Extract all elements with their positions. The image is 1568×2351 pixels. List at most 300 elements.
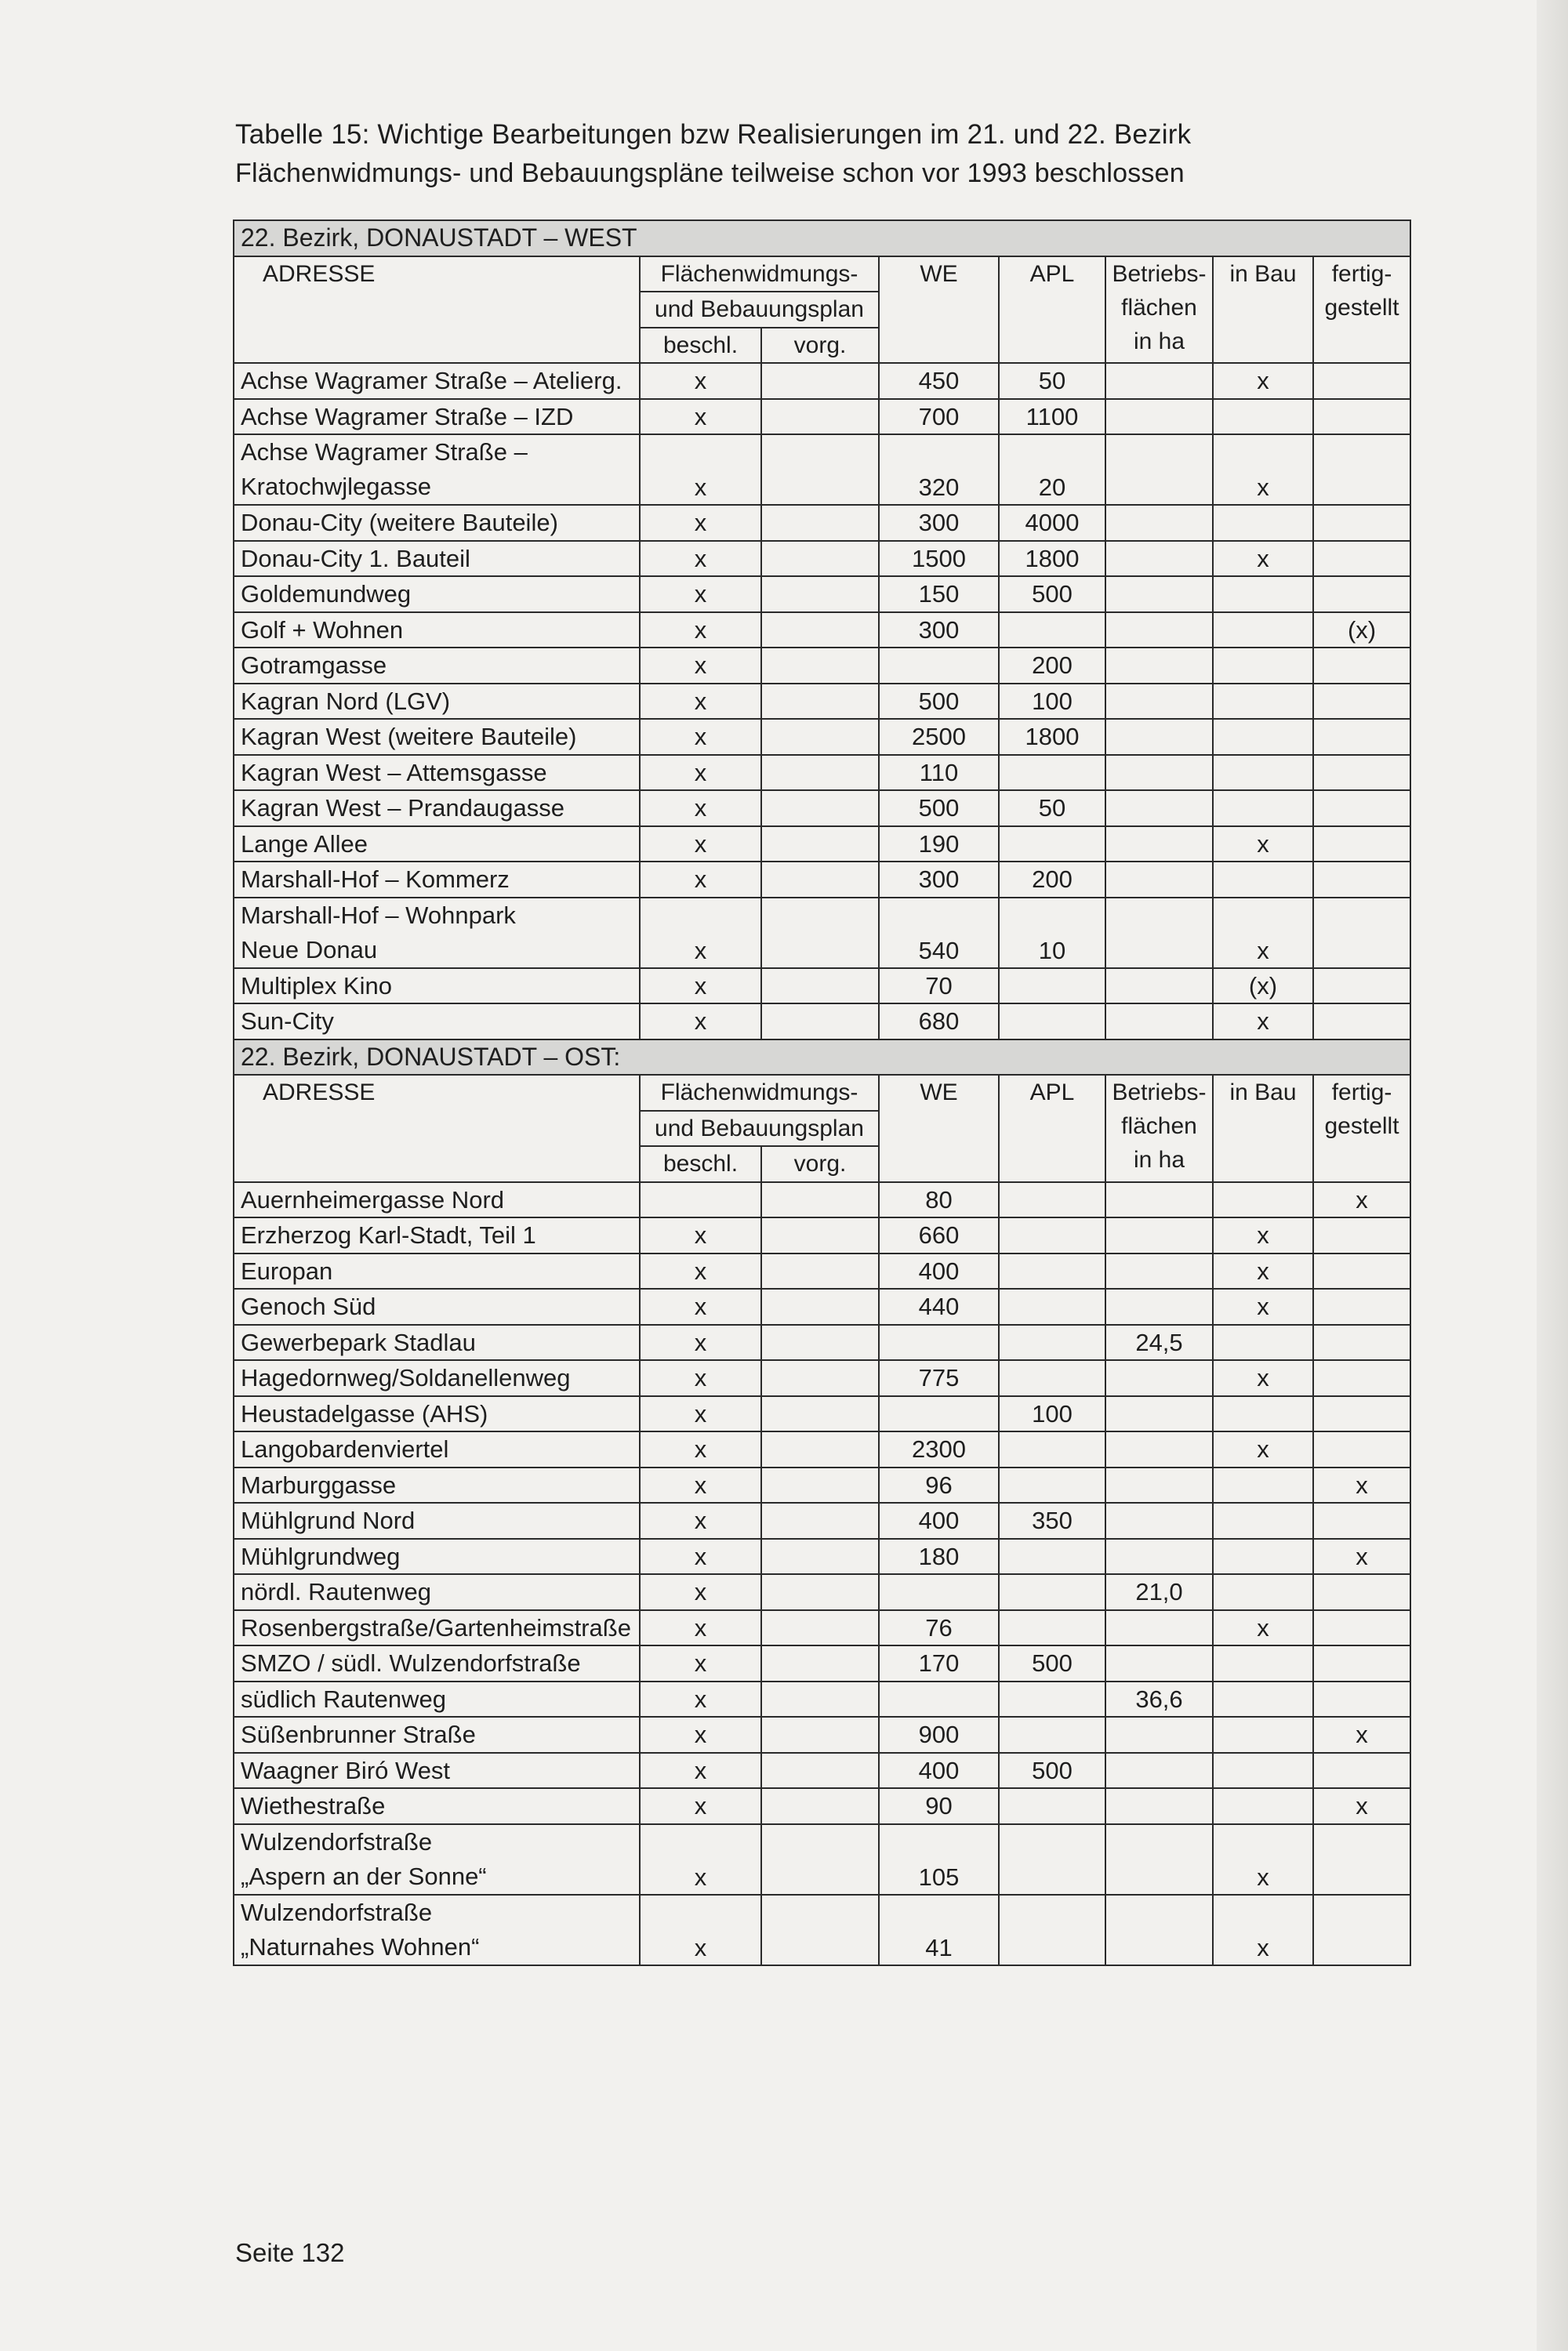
- beschl-cell: x: [640, 790, 761, 826]
- apl-cell: 1800: [999, 719, 1105, 755]
- fertiggestellt-cell: [1313, 1895, 1410, 1965]
- apl-cell: 50: [999, 363, 1105, 399]
- beschl-cell: x: [640, 1217, 761, 1254]
- vorg-cell: [761, 1396, 879, 1432]
- fertiggestellt-cell: [1313, 1753, 1410, 1789]
- we-cell: 300: [879, 862, 999, 898]
- betriebsflaechen-cell: [1105, 1753, 1213, 1789]
- in-bau-cell: x: [1213, 434, 1313, 505]
- table-row: [234, 1396, 1410, 1432]
- data-table: [233, 219, 1411, 1966]
- address-line: Kratochwjlegasse: [241, 473, 431, 500]
- table-row: [234, 1289, 1410, 1325]
- address-cell: Donau-City 1. Bauteil: [234, 541, 640, 577]
- beschl-cell: x: [640, 684, 761, 720]
- betriebsflaechen-cell: [1105, 755, 1213, 791]
- in-bau-cell: [1213, 1788, 1313, 1824]
- apl-cell: [999, 1289, 1105, 1325]
- apl-cell: [999, 755, 1105, 791]
- in-bau-cell: x: [1213, 1895, 1313, 1965]
- section-title: 22. Bezirk, DONAUSTADT – WEST: [234, 220, 1410, 256]
- address-cell: [234, 434, 640, 505]
- address-cell: [234, 1895, 640, 1965]
- header-text: gestellt: [1324, 1113, 1399, 1139]
- table-row: [234, 363, 1410, 399]
- fertiggestellt-cell: [1313, 1254, 1410, 1290]
- beschl-cell: x: [640, 1645, 761, 1682]
- beschl-cell: x: [640, 968, 761, 1004]
- column-header-vorg: vorg.: [761, 328, 879, 364]
- header-text: fertig-: [1331, 1079, 1392, 1105]
- column-header-fwp-line2: und Bebauungsplan: [640, 1111, 879, 1147]
- address-line: „Naturnahes Wohnen“: [241, 1932, 480, 1961]
- we-cell: 190: [879, 826, 999, 862]
- vorg-cell: [761, 1325, 879, 1361]
- vorg-cell: [761, 1468, 879, 1504]
- in-bau-cell: x: [1213, 1610, 1313, 1646]
- vorg-cell: [761, 363, 879, 399]
- we-cell: 500: [879, 684, 999, 720]
- fertiggestellt-cell: [1313, 1325, 1410, 1361]
- fertiggestellt-cell: [1313, 898, 1410, 968]
- betriebsflaechen-cell: [1105, 1503, 1213, 1539]
- table-row: [234, 1217, 1410, 1254]
- table-row: [234, 1360, 1410, 1396]
- table-row: [234, 1682, 1410, 1718]
- in-bau-cell: [1213, 1574, 1313, 1610]
- address-cell: Goldemundweg: [234, 576, 640, 612]
- address-cell: südlich Rautenweg: [234, 1682, 640, 1718]
- in-bau-cell: [1213, 1753, 1313, 1789]
- vorg-cell: [761, 1682, 879, 1718]
- in-bau-cell: [1213, 612, 1313, 648]
- address-line: Wulzendorfstraße: [241, 1827, 433, 1856]
- table-row: [234, 1610, 1410, 1646]
- header-text: gestellt: [1324, 294, 1399, 321]
- in-bau-cell: x: [1213, 363, 1313, 399]
- betriebsflaechen-cell: [1105, 862, 1213, 898]
- we-cell: [879, 648, 999, 684]
- table-row: [234, 968, 1410, 1004]
- betriebsflaechen-cell: [1105, 1217, 1213, 1254]
- betriebsflaechen-cell: [1105, 434, 1213, 505]
- beschl-cell: x: [640, 1539, 761, 1575]
- vorg-cell: [761, 898, 879, 968]
- fertiggestellt-cell: (x): [1313, 612, 1410, 648]
- fertiggestellt-cell: [1313, 684, 1410, 720]
- beschl-cell: x: [640, 1610, 761, 1646]
- betriebsflaechen-cell: [1105, 1396, 1213, 1432]
- caption-title: Tabelle 15: Wichtige Bearbeitungen bzw Realisierungen im 21. und 22. Bezirk: [235, 119, 1192, 150]
- table-row: [234, 541, 1410, 577]
- fertiggestellt-cell: [1313, 399, 1410, 435]
- address-cell: Erzherzog Karl-Stadt, Teil 1: [234, 1217, 640, 1254]
- we-cell: 500: [879, 790, 999, 826]
- in-bau-cell: [1213, 505, 1313, 541]
- we-cell: 540: [879, 898, 999, 968]
- address-cell: Lange Allee: [234, 826, 640, 862]
- column-header-beschl: beschl.: [640, 328, 761, 364]
- apl-cell: [999, 1824, 1105, 1895]
- fertiggestellt-cell: [1313, 434, 1410, 505]
- we-cell: 96: [879, 1468, 999, 1504]
- fertiggestellt-cell: [1313, 576, 1410, 612]
- column-header-betriebsflaechen: [1105, 1075, 1213, 1182]
- fertiggestellt-cell: [1313, 1682, 1410, 1718]
- apl-cell: 200: [999, 648, 1105, 684]
- fertiggestellt-cell: [1313, 363, 1410, 399]
- address-cell: [234, 1824, 640, 1895]
- column-header-we: WE: [879, 256, 999, 364]
- betriebsflaechen-cell: [1105, 399, 1213, 435]
- beschl-cell: x: [640, 612, 761, 648]
- table-row: [234, 1325, 1410, 1361]
- beschl-cell: x: [640, 826, 761, 862]
- vorg-cell: [761, 505, 879, 541]
- betriebsflaechen-cell: [1105, 505, 1213, 541]
- table-row: [234, 434, 1410, 505]
- apl-cell: [999, 612, 1105, 648]
- page-number: Seite 132: [235, 2238, 345, 2267]
- apl-cell: 500: [999, 1645, 1105, 1682]
- address-cell: Rosenbergstraße/Gartenheimstraße: [234, 1610, 640, 1646]
- address-cell: Auernheimergasse Nord: [234, 1182, 640, 1218]
- address-cell: Mühlgrund Nord: [234, 1503, 640, 1539]
- apl-cell: 350: [999, 1503, 1105, 1539]
- fertiggestellt-cell: [1313, 1645, 1410, 1682]
- vorg-cell: [761, 1503, 879, 1539]
- beschl-cell: x: [640, 363, 761, 399]
- beschl-cell: x: [640, 1574, 761, 1610]
- column-header-in-bau: in Bau: [1213, 256, 1313, 364]
- beschl-cell: x: [640, 1003, 761, 1039]
- vorg-cell: [761, 1717, 879, 1753]
- vorg-cell: [761, 648, 879, 684]
- fertiggestellt-cell: x: [1313, 1182, 1410, 1218]
- we-cell: 80: [879, 1182, 999, 1218]
- beschl-cell: x: [640, 719, 761, 755]
- beschl-cell: x: [640, 1360, 761, 1396]
- table-row: [234, 1824, 1410, 1895]
- betriebsflaechen-cell: 36,6: [1105, 1682, 1213, 1718]
- address-cell: Multiplex Kino: [234, 968, 640, 1004]
- apl-cell: [999, 1539, 1105, 1575]
- we-cell: [879, 1682, 999, 1718]
- we-cell: 2500: [879, 719, 999, 755]
- in-bau-cell: [1213, 719, 1313, 755]
- in-bau-cell: [1213, 755, 1313, 791]
- we-cell: 300: [879, 505, 999, 541]
- fertiggestellt-cell: [1313, 790, 1410, 826]
- address-cell: Heustadelgasse (AHS): [234, 1396, 640, 1432]
- table-row: [234, 1468, 1410, 1504]
- fertiggestellt-cell: [1313, 1431, 1410, 1468]
- address-cell: Wiethestraße: [234, 1788, 640, 1824]
- column-header-vorg: vorg.: [761, 1146, 879, 1182]
- address-cell: Gewerbepark Stadlau: [234, 1325, 640, 1361]
- we-cell: 110: [879, 755, 999, 791]
- apl-cell: 4000: [999, 505, 1105, 541]
- vorg-cell: [761, 1360, 879, 1396]
- we-cell: 180: [879, 1539, 999, 1575]
- address-cell: Süßenbrunner Straße: [234, 1717, 640, 1753]
- fertiggestellt-cell: [1313, 826, 1410, 862]
- vorg-cell: [761, 719, 879, 755]
- fertiggestellt-cell: [1313, 1574, 1410, 1610]
- beschl-cell: x: [640, 755, 761, 791]
- betriebsflaechen-cell: [1105, 826, 1213, 862]
- beschl-cell: x: [640, 541, 761, 577]
- vorg-cell: [761, 612, 879, 648]
- betriebsflaechen-cell: [1105, 612, 1213, 648]
- address-line: Marshall-Hof – Wohnpark: [241, 901, 516, 929]
- in-bau-cell: [1213, 1717, 1313, 1753]
- address-line: Wulzendorfstraße: [241, 1898, 433, 1926]
- apl-cell: 500: [999, 576, 1105, 612]
- betriebsflaechen-cell: [1105, 968, 1213, 1004]
- betriebsflaechen-cell: 24,5: [1105, 1325, 1213, 1361]
- apl-cell: [999, 1788, 1105, 1824]
- fertiggestellt-cell: [1313, 1824, 1410, 1895]
- fertiggestellt-cell: x: [1313, 1468, 1410, 1504]
- vorg-cell: [761, 399, 879, 435]
- vorg-cell: [761, 1824, 879, 1895]
- vorg-cell: [761, 1574, 879, 1610]
- betriebsflaechen-cell: [1105, 1645, 1213, 1682]
- vorg-cell: [761, 1539, 879, 1575]
- address-cell: Golf + Wohnen: [234, 612, 640, 648]
- vorg-cell: [761, 684, 879, 720]
- apl-cell: [999, 1254, 1105, 1290]
- address-line: Achse Wagramer Straße –: [241, 438, 528, 466]
- table-row: [234, 1503, 1410, 1539]
- column-header-in-bau: in Bau: [1213, 1075, 1313, 1182]
- we-cell: [879, 1396, 999, 1432]
- address-cell: Hagedornweg/Soldanellenweg: [234, 1360, 640, 1396]
- vorg-cell: [761, 862, 879, 898]
- section-header-west: [234, 220, 1410, 256]
- apl-cell: [999, 826, 1105, 862]
- betriebsflaechen-cell: [1105, 1539, 1213, 1575]
- we-cell: 450: [879, 363, 999, 399]
- in-bau-cell: x: [1213, 1289, 1313, 1325]
- we-cell: 400: [879, 1503, 999, 1539]
- address-cell: Marshall-Hof – Kommerz: [234, 862, 640, 898]
- table-row: [234, 576, 1410, 612]
- betriebsflaechen-cell: [1105, 898, 1213, 968]
- apl-cell: 50: [999, 790, 1105, 826]
- vorg-cell: [761, 1431, 879, 1468]
- address-cell: [234, 898, 640, 968]
- table-row: [234, 1574, 1410, 1610]
- table-row: [234, 1753, 1410, 1789]
- we-cell: [879, 1574, 999, 1610]
- betriebsflaechen-cell: [1105, 1788, 1213, 1824]
- we-cell: 320: [879, 434, 999, 505]
- beschl-cell: x: [640, 1325, 761, 1361]
- beschl-cell: x: [640, 1824, 761, 1895]
- we-cell: 90: [879, 1788, 999, 1824]
- in-bau-cell: (x): [1213, 968, 1313, 1004]
- address-cell: Donau-City (weitere Bauteile): [234, 505, 640, 541]
- address-cell: Kagran West (weitere Bauteile): [234, 719, 640, 755]
- table-row: [234, 862, 1410, 898]
- we-cell: [879, 1325, 999, 1361]
- in-bau-cell: x: [1213, 1431, 1313, 1468]
- vorg-cell: [761, 790, 879, 826]
- fertiggestellt-cell: [1313, 505, 1410, 541]
- apl-cell: [999, 1574, 1105, 1610]
- apl-cell: 500: [999, 1753, 1105, 1789]
- in-bau-cell: x: [1213, 1217, 1313, 1254]
- apl-cell: [999, 1717, 1105, 1753]
- we-cell: 170: [879, 1645, 999, 1682]
- table-row: [234, 1539, 1410, 1575]
- fertiggestellt-cell: [1313, 755, 1410, 791]
- apl-cell: [999, 1610, 1105, 1646]
- in-bau-cell: x: [1213, 541, 1313, 577]
- column-header-fwp: Flächenwidmungs-: [640, 1075, 879, 1111]
- header-text: fertig-: [1331, 260, 1392, 287]
- betriebsflaechen-cell: [1105, 576, 1213, 612]
- we-cell: 400: [879, 1753, 999, 1789]
- betriebsflaechen-cell: [1105, 1182, 1213, 1218]
- betriebsflaechen-cell: [1105, 1717, 1213, 1753]
- apl-cell: [999, 1431, 1105, 1468]
- vorg-cell: [761, 1895, 879, 1965]
- beschl-cell: x: [640, 1503, 761, 1539]
- vorg-cell: [761, 1788, 879, 1824]
- address-cell: Langobardenviertel: [234, 1431, 640, 1468]
- fertiggestellt-cell: [1313, 1289, 1410, 1325]
- apl-cell: 10: [999, 898, 1105, 968]
- address-cell: SMZO / südl. Wulzendorfstraße: [234, 1645, 640, 1682]
- apl-cell: 200: [999, 862, 1105, 898]
- apl-cell: [999, 1325, 1105, 1361]
- address-cell: Kagran Nord (LGV): [234, 684, 640, 720]
- beschl-cell: x: [640, 862, 761, 898]
- apl-cell: 100: [999, 1396, 1105, 1432]
- we-cell: 440: [879, 1289, 999, 1325]
- vorg-cell: [761, 1645, 879, 1682]
- in-bau-cell: [1213, 399, 1313, 435]
- apl-cell: 1100: [999, 399, 1105, 435]
- apl-cell: [999, 1895, 1105, 1965]
- betriebsflaechen-cell: [1105, 1360, 1213, 1396]
- address-cell: Kagran West – Attemsgasse: [234, 755, 640, 791]
- address-cell: Sun-City: [234, 1003, 640, 1039]
- betriebsflaechen-cell: [1105, 1610, 1213, 1646]
- table-row: [234, 790, 1410, 826]
- betriebsflaechen-cell: [1105, 684, 1213, 720]
- vorg-cell: [761, 541, 879, 577]
- address-cell: Achse Wagramer Straße – IZD: [234, 399, 640, 435]
- vorg-cell: [761, 576, 879, 612]
- beschl-cell: x: [640, 576, 761, 612]
- in-bau-cell: [1213, 1645, 1313, 1682]
- beschl-cell: x: [640, 648, 761, 684]
- betriebsflaechen-cell: [1105, 541, 1213, 577]
- fertiggestellt-cell: x: [1313, 1788, 1410, 1824]
- fertiggestellt-cell: [1313, 1217, 1410, 1254]
- in-bau-cell: [1213, 1396, 1313, 1432]
- apl-cell: [999, 968, 1105, 1004]
- address-cell: Waagner Biró West: [234, 1753, 640, 1789]
- betriebsflaechen-cell: [1105, 363, 1213, 399]
- table-row: [234, 1645, 1410, 1682]
- column-header-fwp-line2: und Bebauungsplan: [640, 292, 879, 328]
- vorg-cell: [761, 1289, 879, 1325]
- in-bau-cell: [1213, 1325, 1313, 1361]
- apl-cell: 20: [999, 434, 1105, 505]
- beschl-cell: x: [640, 1396, 761, 1432]
- beschl-cell: x: [640, 505, 761, 541]
- table-row: [234, 399, 1410, 435]
- we-cell: 70: [879, 968, 999, 1004]
- column-header-we: WE: [879, 1075, 999, 1182]
- we-cell: 900: [879, 1717, 999, 1753]
- address-cell: nördl. Rautenweg: [234, 1574, 640, 1610]
- we-cell: 775: [879, 1360, 999, 1396]
- vorg-cell: [761, 434, 879, 505]
- header-text: in ha: [1133, 328, 1185, 354]
- in-bau-cell: [1213, 684, 1313, 720]
- in-bau-cell: x: [1213, 1003, 1313, 1039]
- fertiggestellt-cell: [1313, 862, 1410, 898]
- caption-subtitle: Flächenwidmungs- und Bebauungspläne teilweise schon vor 1993 beschlossen: [235, 158, 1185, 188]
- in-bau-cell: [1213, 790, 1313, 826]
- betriebsflaechen-cell: 21,0: [1105, 1574, 1213, 1610]
- fertiggestellt-cell: [1313, 541, 1410, 577]
- we-cell: 2300: [879, 1431, 999, 1468]
- address-cell: Mühlgrundweg: [234, 1539, 640, 1575]
- betriebsflaechen-cell: [1105, 1254, 1213, 1290]
- we-cell: 300: [879, 612, 999, 648]
- beschl-cell: x: [640, 1682, 761, 1718]
- column-header-row: [234, 1075, 1410, 1111]
- fertiggestellt-cell: x: [1313, 1539, 1410, 1575]
- beschl-cell: x: [640, 1717, 761, 1753]
- column-header-fwp: Flächenwidmungs-: [640, 256, 879, 292]
- table-row: [234, 755, 1410, 791]
- column-header-row: [234, 256, 1410, 292]
- fertiggestellt-cell: [1313, 648, 1410, 684]
- betriebsflaechen-cell: [1105, 1003, 1213, 1039]
- beschl-cell: x: [640, 434, 761, 505]
- column-header-fertiggestellt: [1313, 256, 1410, 364]
- apl-cell: [999, 1360, 1105, 1396]
- in-bau-cell: x: [1213, 1254, 1313, 1290]
- in-bau-cell: [1213, 1682, 1313, 1718]
- betriebsflaechen-cell: [1105, 790, 1213, 826]
- table-row: [234, 826, 1410, 862]
- beschl-cell: x: [640, 1895, 761, 1965]
- address-cell: Europan: [234, 1254, 640, 1290]
- table-row: [234, 719, 1410, 755]
- betriebsflaechen-cell: [1105, 648, 1213, 684]
- in-bau-cell: [1213, 576, 1313, 612]
- apl-cell: [999, 1682, 1105, 1718]
- vorg-cell: [761, 755, 879, 791]
- apl-cell: [999, 1217, 1105, 1254]
- fertiggestellt-cell: [1313, 1503, 1410, 1539]
- in-bau-cell: x: [1213, 826, 1313, 862]
- betriebsflaechen-cell: [1105, 1895, 1213, 1965]
- beschl-cell: x: [640, 399, 761, 435]
- vorg-cell: [761, 1753, 879, 1789]
- beschl-cell: x: [640, 1788, 761, 1824]
- table-row: [234, 612, 1410, 648]
